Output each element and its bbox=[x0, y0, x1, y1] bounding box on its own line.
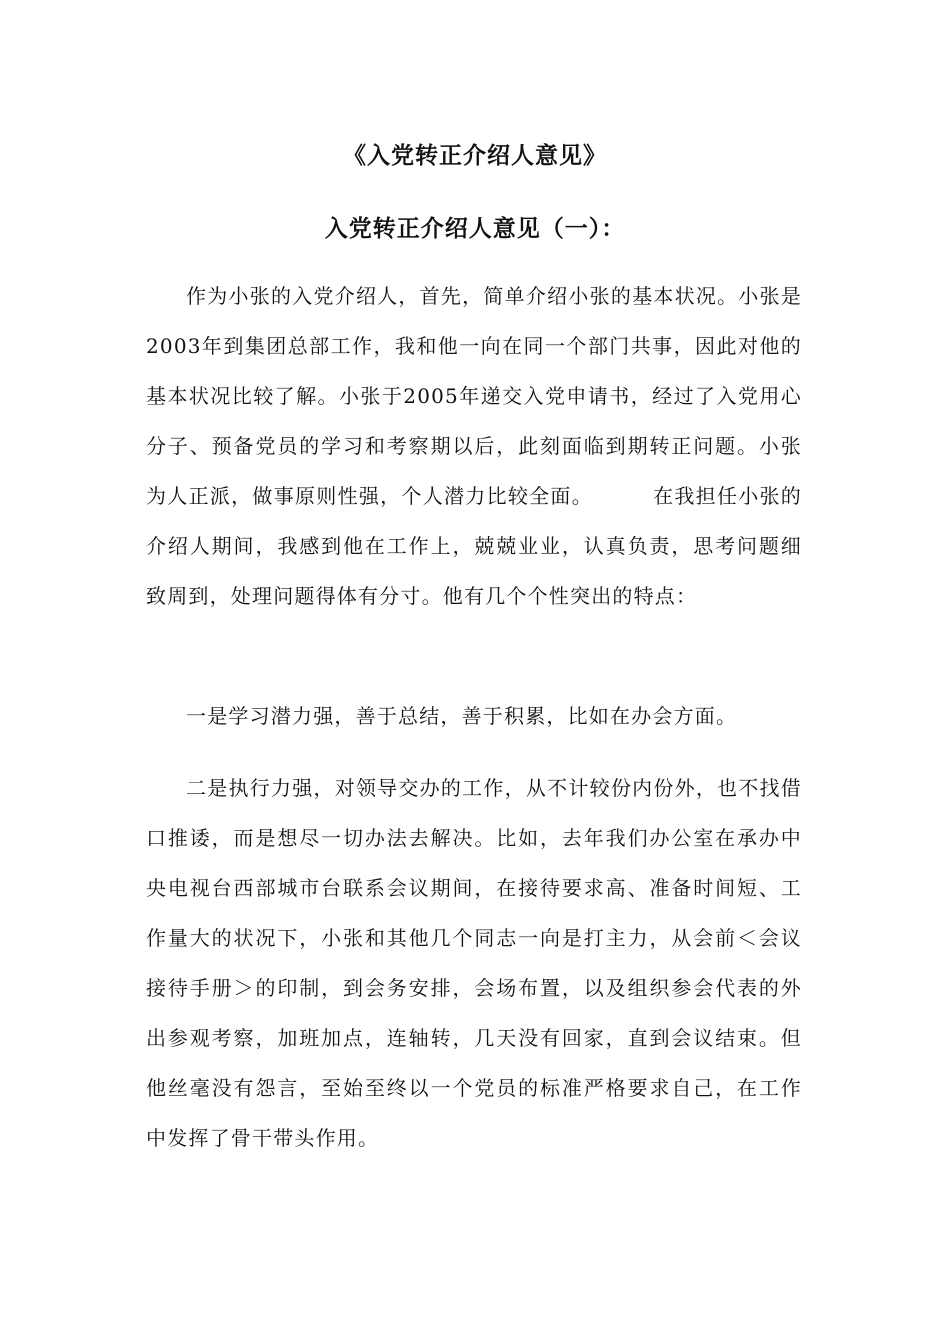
document-title: 《入党转正介绍人意见》 bbox=[343, 142, 607, 169]
paragraph-3-text: 二是执行力强，对领导交办的工作，从不计较份内份外，也不找借口推诿，而是想尽一切办法去解决。比如，去年我们办公室在承办中央电视台西部城市台联系会议期间，在接待要求高、准备时间短、工作量大的状况下，小张和其他几个同志一向是打主力，从会前＜会议接待手册＞的印制，到会务安排，会场布置，以及组织参会代表的外出参观考察，加班加点，连轴转，几天没有回家，直到会议结束。但他丝毫没有怨言，至始至终以一个党员的标准严格要求自己，在工作中发挥了骨干带头作用。 bbox=[146, 776, 802, 1150]
document-subtitle: 入党转正介绍人意见（一）： bbox=[324, 215, 626, 242]
paragraph-2 bbox=[146, 691, 802, 741]
paragraph-1 bbox=[146, 271, 802, 621]
paragraph-3 bbox=[146, 763, 802, 1163]
paragraph-1-text-a: 作为小张的入党介绍人，首先，简单介绍小张的基本状况。小张是2003年到集团总部工作，我和他一向在同一个部门共事，因此对他的基本状况比较了解。小张于2005年递交入党申请书，经过了入党用心分子、预备党员的学习和考察期以后，此刻面临到期转正问题。小张为人正派，做事原则性强，个人潜力比较全面。 bbox=[146, 284, 802, 508]
paragraph-2-text: 一是学习潜力强，善于总结，善于积累，比如在办会方面。 bbox=[186, 704, 738, 728]
paragraph-1-text-b: 在我担任小张的介绍人期间，我感到他在工作上，兢兢业业，认真负责，思考问题细致周到，处理问题得体有分寸。他有几个个性突出的特点： bbox=[146, 484, 802, 608]
